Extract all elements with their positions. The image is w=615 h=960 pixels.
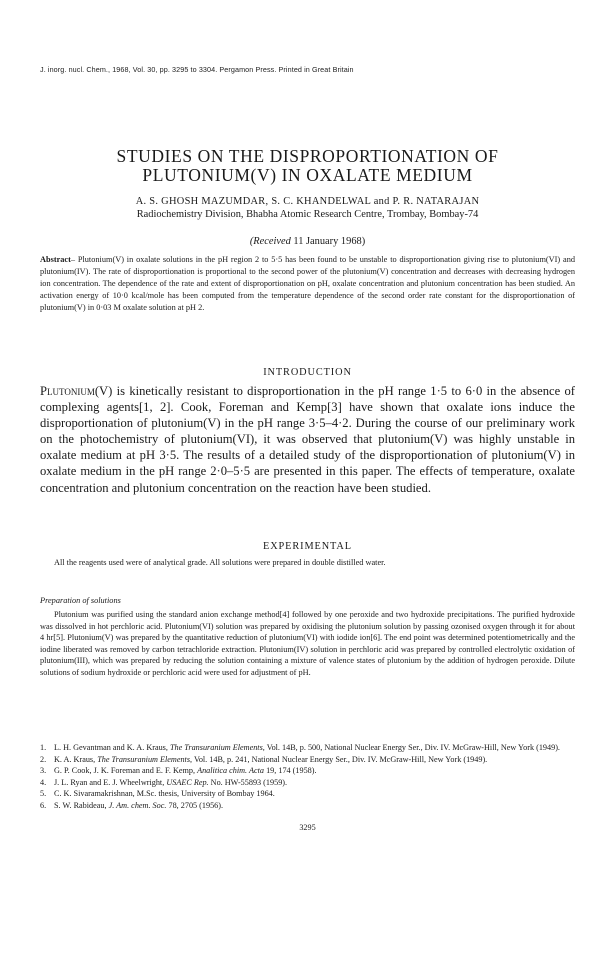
journal-citation: J. inorg. nucl. Chem., 1968, Vol. 30, pp. 3295 to 3304. Pergamon Press. Printed in Great Britain <box>40 65 354 74</box>
reference-item <box>40 754 575 766</box>
reference-details: , Vol. 14B, p. 241, National Nuclear Energy Ser., Div. IV. McGraw-Hill, New York (1949). <box>190 754 488 764</box>
introduction-heading: INTRODUCTION <box>263 367 352 378</box>
reference-list <box>40 742 575 811</box>
preparation-subheading: Preparation of solutions <box>40 596 121 605</box>
introduction-lead-word: Plutonium <box>40 384 95 398</box>
reference-number: 2. <box>40 754 47 764</box>
reference-source: J. Am. chem. Soc. <box>108 800 167 810</box>
abstract <box>40 254 575 314</box>
experimental-heading: EXPERIMENTAL <box>263 541 352 552</box>
title-line-2: PLUTONIUM(V) IN OXALATE MEDIUM <box>142 165 473 185</box>
reference-item <box>40 742 575 754</box>
reference-authors: L. H. Gevantman and K. A. Kraus, <box>54 743 170 752</box>
reference-number: 5. <box>40 789 47 798</box>
reference-authors: J. L. Ryan and E. J. Wheelwright, <box>54 777 167 787</box>
page-number: 3295 <box>299 823 316 832</box>
author-list: A. S. GHOSH MAZUMDAR, S. C. KHANDELWAL and P. R. NATARAJAN <box>135 196 480 207</box>
abstract-text: – Plutonium(V) in oxalate solutions in the pH region 2 to 5·5 has been found to be unstable to disproportionation giving rise to plutonium(VI) and plutonium(IV). The rate of disproportionation is proportional to the second power of the plutonium(V) concentration and decreases with decreasing hydrogen ion concentration. The dependence of the rate and extent of disproportionation on pH, oxalate concentration and plutonium concentration has been studied. An activation energy of 10·0 kcal/mole has been computed from the temperature dependence of the second order rate constant for the disproportionation of plutonium(V) in 0·03 M oxalate solution at pH 2. <box>40 255 575 313</box>
reference-number: 6. <box>40 800 47 810</box>
reference-details: No. HW-55893 (1959). <box>208 777 288 787</box>
received-date <box>40 236 575 247</box>
reference-authors: C. K. Sivaramakrishnan, M.Sc. thesis, University of Bombay 1964. <box>54 789 275 798</box>
abstract-label: Abstract <box>40 255 71 264</box>
received-day-month: 11 January <box>293 236 339 247</box>
reference-authors: G. P. Cook, J. K. Foreman and E. F. Kemp, <box>54 766 198 775</box>
introduction-text: (V) is kinetically resistant to disproportionation in the pH range 1·5 to 6·0 in the absence of complexing agents[1, 2]. Cook, Foreman and Kemp[3] have shown that oxalate ions induce the disproportionation of plutonium(V) in the pH range 3·5–4·2. During the course of our preliminary work on the photochemistry of plutonium(VI), it was observed that plutonium(V) was highly unstable in oxalate medium at pH 3·5. The results of a detailed study of the disproportionation of plutonium(V) in oxalate medium in the pH range 2·0–5·5 are presented in this paper. The effects of temperature, oxalate concentration and plutonium concentration on the reaction have been studied. <box>40 384 575 495</box>
experimental-paragraph-2: Plutonium was purified using the standard anion exchange method[4] followed by one peroxide and two hydroxide precipitations. The purified hydroxide was dissolved in hot perchloric acid. Plutonium(VI) solution was prepared by oxidising the plutonium solution by passing ozonised oxygen through it for about 4 hr[5]. Plutonium(V) was prepared by the quantitative reduction of plutonium(VI) with iodide ion[6]. The end point was determined potentiometrically and the iodine liberated was removed by carbon tetrachloride extraction. Plutonium(IV) solution in perchloric acid was prepared by controlled electrolytic oxidation of plutonium(III), which was prepared by reducing the solution containing a mixture of valence states of plutonium by the addition of hydrogen peroxide. Dilute solutions of sodium hydroxide or perchloric acid were used for adjustment of pH. <box>40 610 575 677</box>
reference-source: USAEC Rep. <box>166 777 209 787</box>
reference-number: 3. <box>40 766 47 775</box>
received-label: (Received <box>249 236 291 247</box>
affiliation: Radiochemistry Division, Bhabha Atomic Research Centre, Trombay, Bombay-74 <box>136 209 479 220</box>
reference-item <box>40 788 575 800</box>
reference-item <box>40 765 575 777</box>
reference-details: 78, 2705 (1956). <box>166 800 224 810</box>
reference-number: 4. <box>40 777 47 787</box>
received-year: 1968) <box>340 236 366 247</box>
reference-item <box>40 777 575 789</box>
reference-authors: S. W. Rabideau, <box>54 800 109 810</box>
title-line-1: STUDIES ON THE DISPROPORTIONATION OF <box>116 146 499 166</box>
reference-details: , Vol. 14B, p. 500, National Nuclear Energy Ser., Div. IV. McGraw-Hill, New York (1949). <box>262 743 560 752</box>
reference-source: Analitica chim. Acta <box>197 766 265 775</box>
paper-title <box>40 147 575 185</box>
experimental-paragraph-1: All the reagents used were of analytical grade. All solutions were prepared in double distilled water. <box>54 558 386 567</box>
reference-item <box>40 800 575 812</box>
reference-source: The Transuranium Elements <box>97 754 191 764</box>
reference-authors: K. A. Kraus, <box>54 754 98 764</box>
introduction-paragraph <box>40 383 575 496</box>
reference-details: 19, 174 (1958). <box>264 766 317 775</box>
reference-source: The Transuranium Elements <box>169 743 263 752</box>
reference-number: 1. <box>40 743 47 752</box>
